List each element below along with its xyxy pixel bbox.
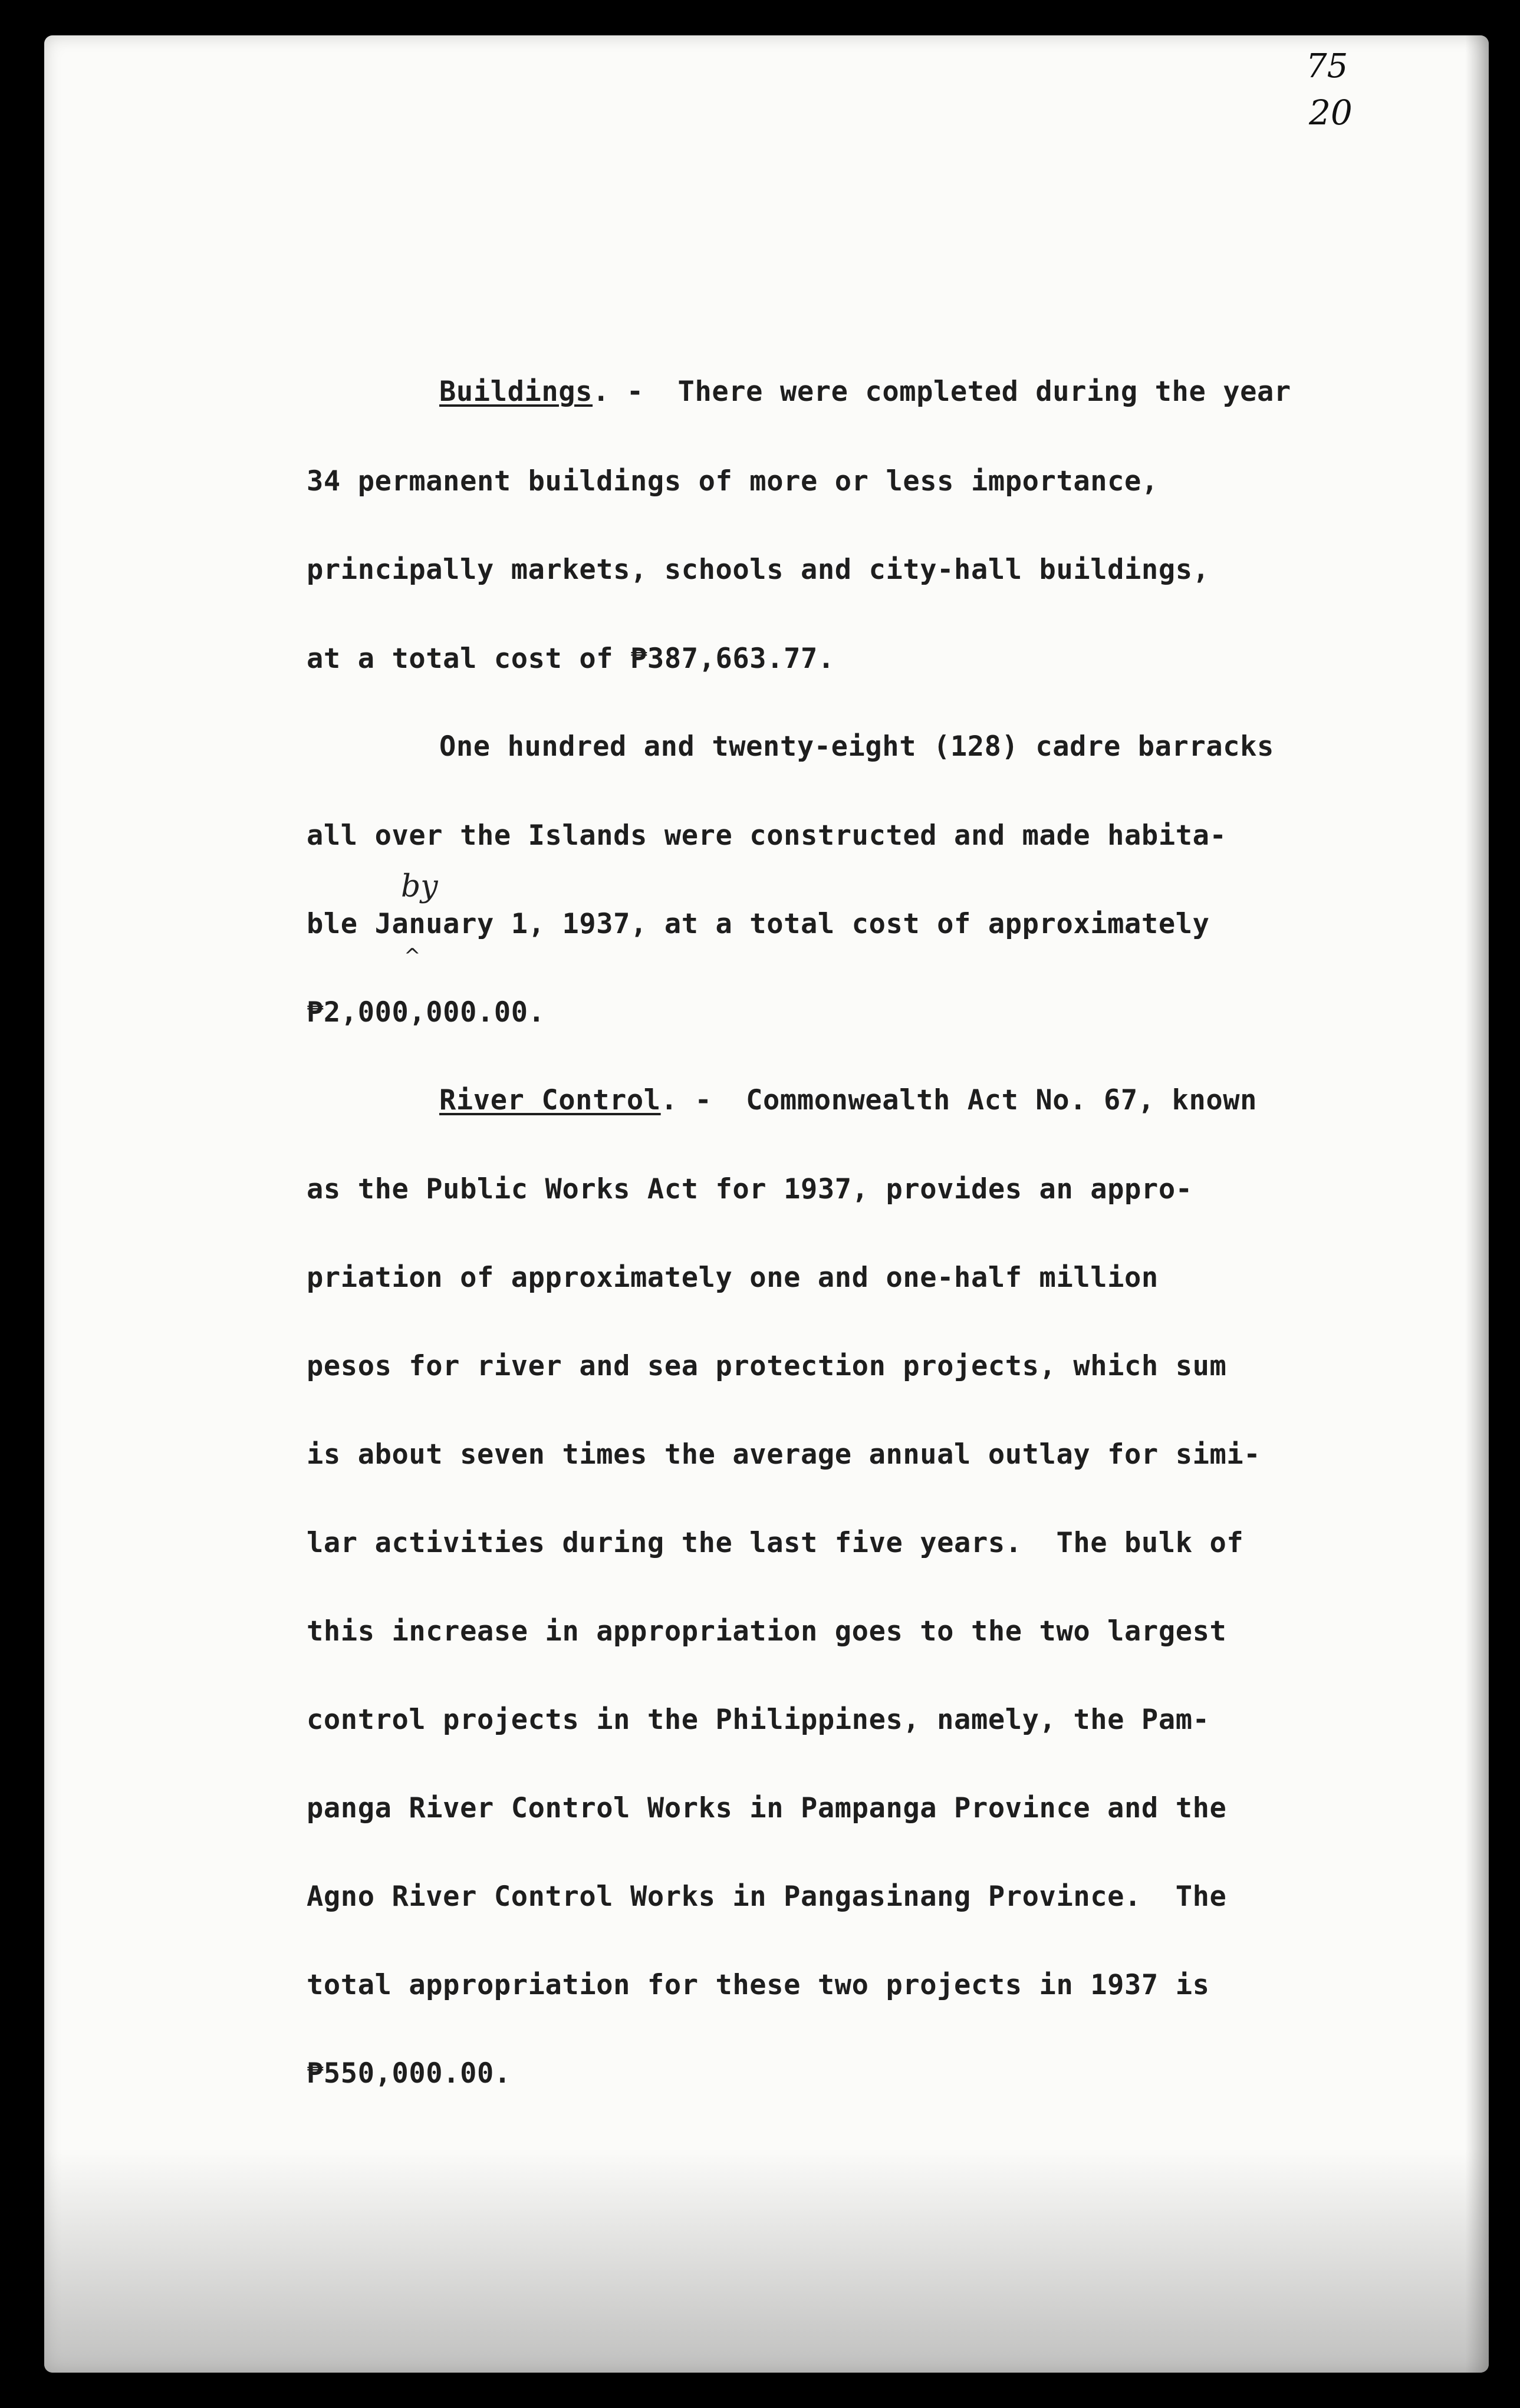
buildings-line-1-text: . - There were completed during the year [593, 375, 1291, 408]
river-line-1-text: . - Commonwealth Act No. 67, known [660, 1084, 1258, 1116]
river-line-11: total appropriation for these two projects in 1937 is [307, 1969, 1210, 2001]
river-control-heading: River Control [439, 1084, 661, 1116]
river-line-1 [439, 1083, 1257, 1118]
barracks-line-4: ₱2,000,000.00. [307, 996, 545, 1029]
river-line-4: pesos for river and sea protection projects, which sum [307, 1350, 1227, 1382]
barracks-line-2: all over the Islands were constructed and made habita- [307, 819, 1227, 852]
river-line-5: is about seven times the average annual outlay for simi- [307, 1438, 1261, 1471]
buildings-heading: Buildings [439, 375, 593, 408]
buildings-line-2: 34 permanent buildings of more or less importance, [307, 465, 1159, 498]
page-edge-shadow [1465, 35, 1489, 2373]
river-line-10: Agno River Control Works in Pangasinang Province. The [307, 1880, 1227, 1913]
page-mark-handwritten: 75 [1306, 47, 1348, 85]
buildings-line-4: at a total cost of ₱387,663.77. [307, 643, 835, 675]
page-bottom-shading [44, 2149, 1489, 2373]
buildings-line-1 [439, 374, 1291, 410]
river-line-7: this increase in appropriation goes to the two largest [307, 1615, 1227, 1648]
insertion-caret: ^ [404, 944, 421, 968]
page-number-handwritten: 20 [1309, 93, 1353, 133]
river-line-12: ₱550,000.00. [307, 2057, 511, 2090]
river-line-3: priation of approximately one and one-half million [307, 1261, 1159, 1294]
river-line-2: as the Public Works Act for 1937, provides an appro- [307, 1173, 1193, 1205]
barracks-line-1: One hundred and twenty-eight (128) cadre barracks [439, 730, 1274, 763]
buildings-line-3: principally markets, schools and city-hall buildings, [307, 554, 1210, 586]
river-line-6: lar activities during the last five years. The bulk of [307, 1527, 1244, 1559]
handwritten-insertion: by [401, 869, 438, 904]
barracks-line-3: ble January 1, 1937, at a total cost of approximately [307, 908, 1210, 940]
river-line-9: panga River Control Works in Pampanga Province and the [307, 1792, 1227, 1824]
river-line-8: control projects in the Philippines, namely, the Pam- [307, 1704, 1210, 1736]
